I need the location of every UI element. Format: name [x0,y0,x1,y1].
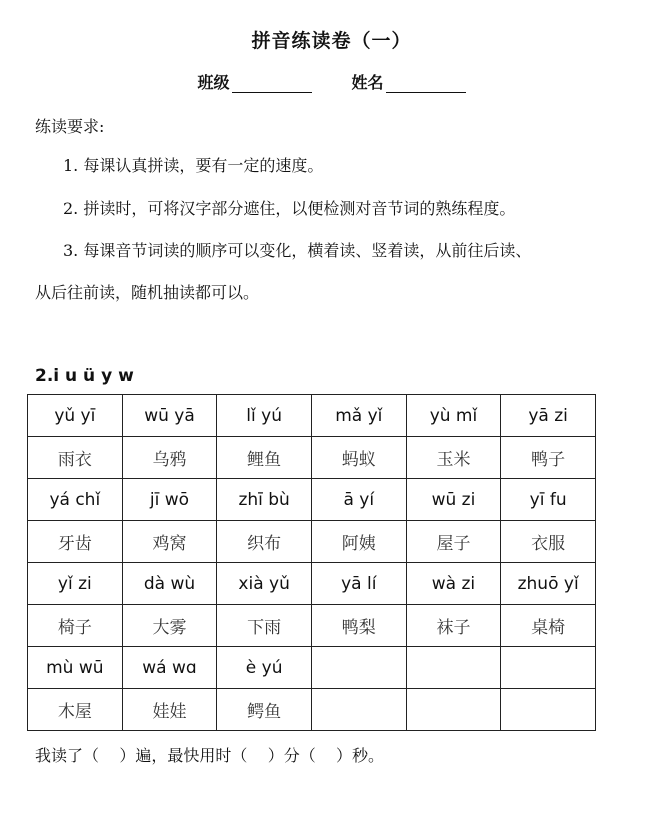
pinyin-row [28,563,596,605]
hanzi-row [28,689,596,731]
requirements-heading: 练读要求: [35,117,105,136]
section-title: 2.i u ü y w [35,366,134,386]
hanzi-cell: 椅子 [28,605,123,647]
hanzi-cell: 木屋 [28,689,123,731]
requirement-3-continued: 从后往前读，随机抽读都可以。 [35,283,260,302]
hanzi-cell: 鸭子 [501,437,596,479]
pinyin-cell: wá wɑ [122,647,217,689]
pinyin-table [27,394,596,731]
hanzi-row [28,437,596,479]
name-label: 姓名 [351,73,384,92]
pinyin-cell: mù wū [28,647,123,689]
requirement-3: 3. 每课音节词读的顺序可以变化，横着读、竖着读，从前往后读、 [63,241,532,260]
pinyin-cell [311,647,406,689]
hanzi-cell: 鸡窝 [122,521,217,563]
hanzi-cell [311,689,406,731]
class-blank[interactable] [232,74,312,93]
hanzi-row [28,605,596,647]
pinyin-cell: mǎ yǐ [311,395,406,437]
page-title: 拼音练读卷（一） [251,30,412,52]
hanzi-row [28,521,596,563]
pinyin-cell: jī wō [122,479,217,521]
pinyin-cell: ā yí [311,479,406,521]
pinyin-cell: yī fu [501,479,596,521]
hanzi-cell: 织布 [217,521,312,563]
pinyin-cell: yǔ yī [28,395,123,437]
name-field[interactable] [352,70,466,93]
pinyin-cell: wū zi [406,479,501,521]
hanzi-cell: 乌鸦 [122,437,217,479]
pinyin-cell: wū yā [122,395,217,437]
hanzi-cell: 牙齿 [28,521,123,563]
hanzi-cell: 桌椅 [501,605,596,647]
hanzi-cell [406,689,501,731]
pinyin-cell: yǐ zi [28,563,123,605]
pinyin-row [28,647,596,689]
hanzi-cell: 玉米 [406,437,501,479]
pinyin-cell: zhī bù [217,479,312,521]
pinyin-cell: dà wù [122,563,217,605]
hanzi-cell: 雨衣 [28,437,123,479]
requirement-2: 2. 拼读时，可将汉字部分遮住，以便检测对音节词的熟练程度。 [63,199,516,218]
pinyin-cell: yā lí [311,563,406,605]
class-label: 班级 [197,73,230,92]
pinyin-cell: yā zi [501,395,596,437]
hanzi-cell: 鸭梨 [311,605,406,647]
pinyin-row [28,395,596,437]
hanzi-cell: 阿姨 [311,521,406,563]
pinyin-cell: è yú [217,647,312,689]
hanzi-cell: 大雾 [122,605,217,647]
pinyin-cell [501,647,596,689]
hanzi-cell: 娃娃 [122,689,217,731]
student-info [0,70,663,93]
hanzi-cell: 屋子 [406,521,501,563]
requirement-1: 1. 每课认真拼读，要有一定的速度。 [63,156,324,175]
hanzi-cell: 袜子 [406,605,501,647]
pinyin-row [28,479,596,521]
hanzi-cell: 蚂蚁 [311,437,406,479]
reading-record: 我读了（ ）遍，最快用时（ ）分（ ）秒。 [35,746,385,765]
hanzi-cell [501,689,596,731]
pinyin-cell: yù mǐ [406,395,501,437]
hanzi-cell: 鲤鱼 [217,437,312,479]
class-field[interactable] [197,70,311,93]
name-blank[interactable] [386,74,466,93]
pinyin-cell: zhuō yǐ [501,563,596,605]
pinyin-cell: wà zi [406,563,501,605]
pinyin-cell [406,647,501,689]
hanzi-cell: 下雨 [217,605,312,647]
pinyin-cell: yá chǐ [28,479,123,521]
pinyin-cell: xià yǔ [217,563,312,605]
hanzi-cell: 鳄鱼 [217,689,312,731]
hanzi-cell: 衣服 [501,521,596,563]
pinyin-cell: lǐ yú [217,395,312,437]
